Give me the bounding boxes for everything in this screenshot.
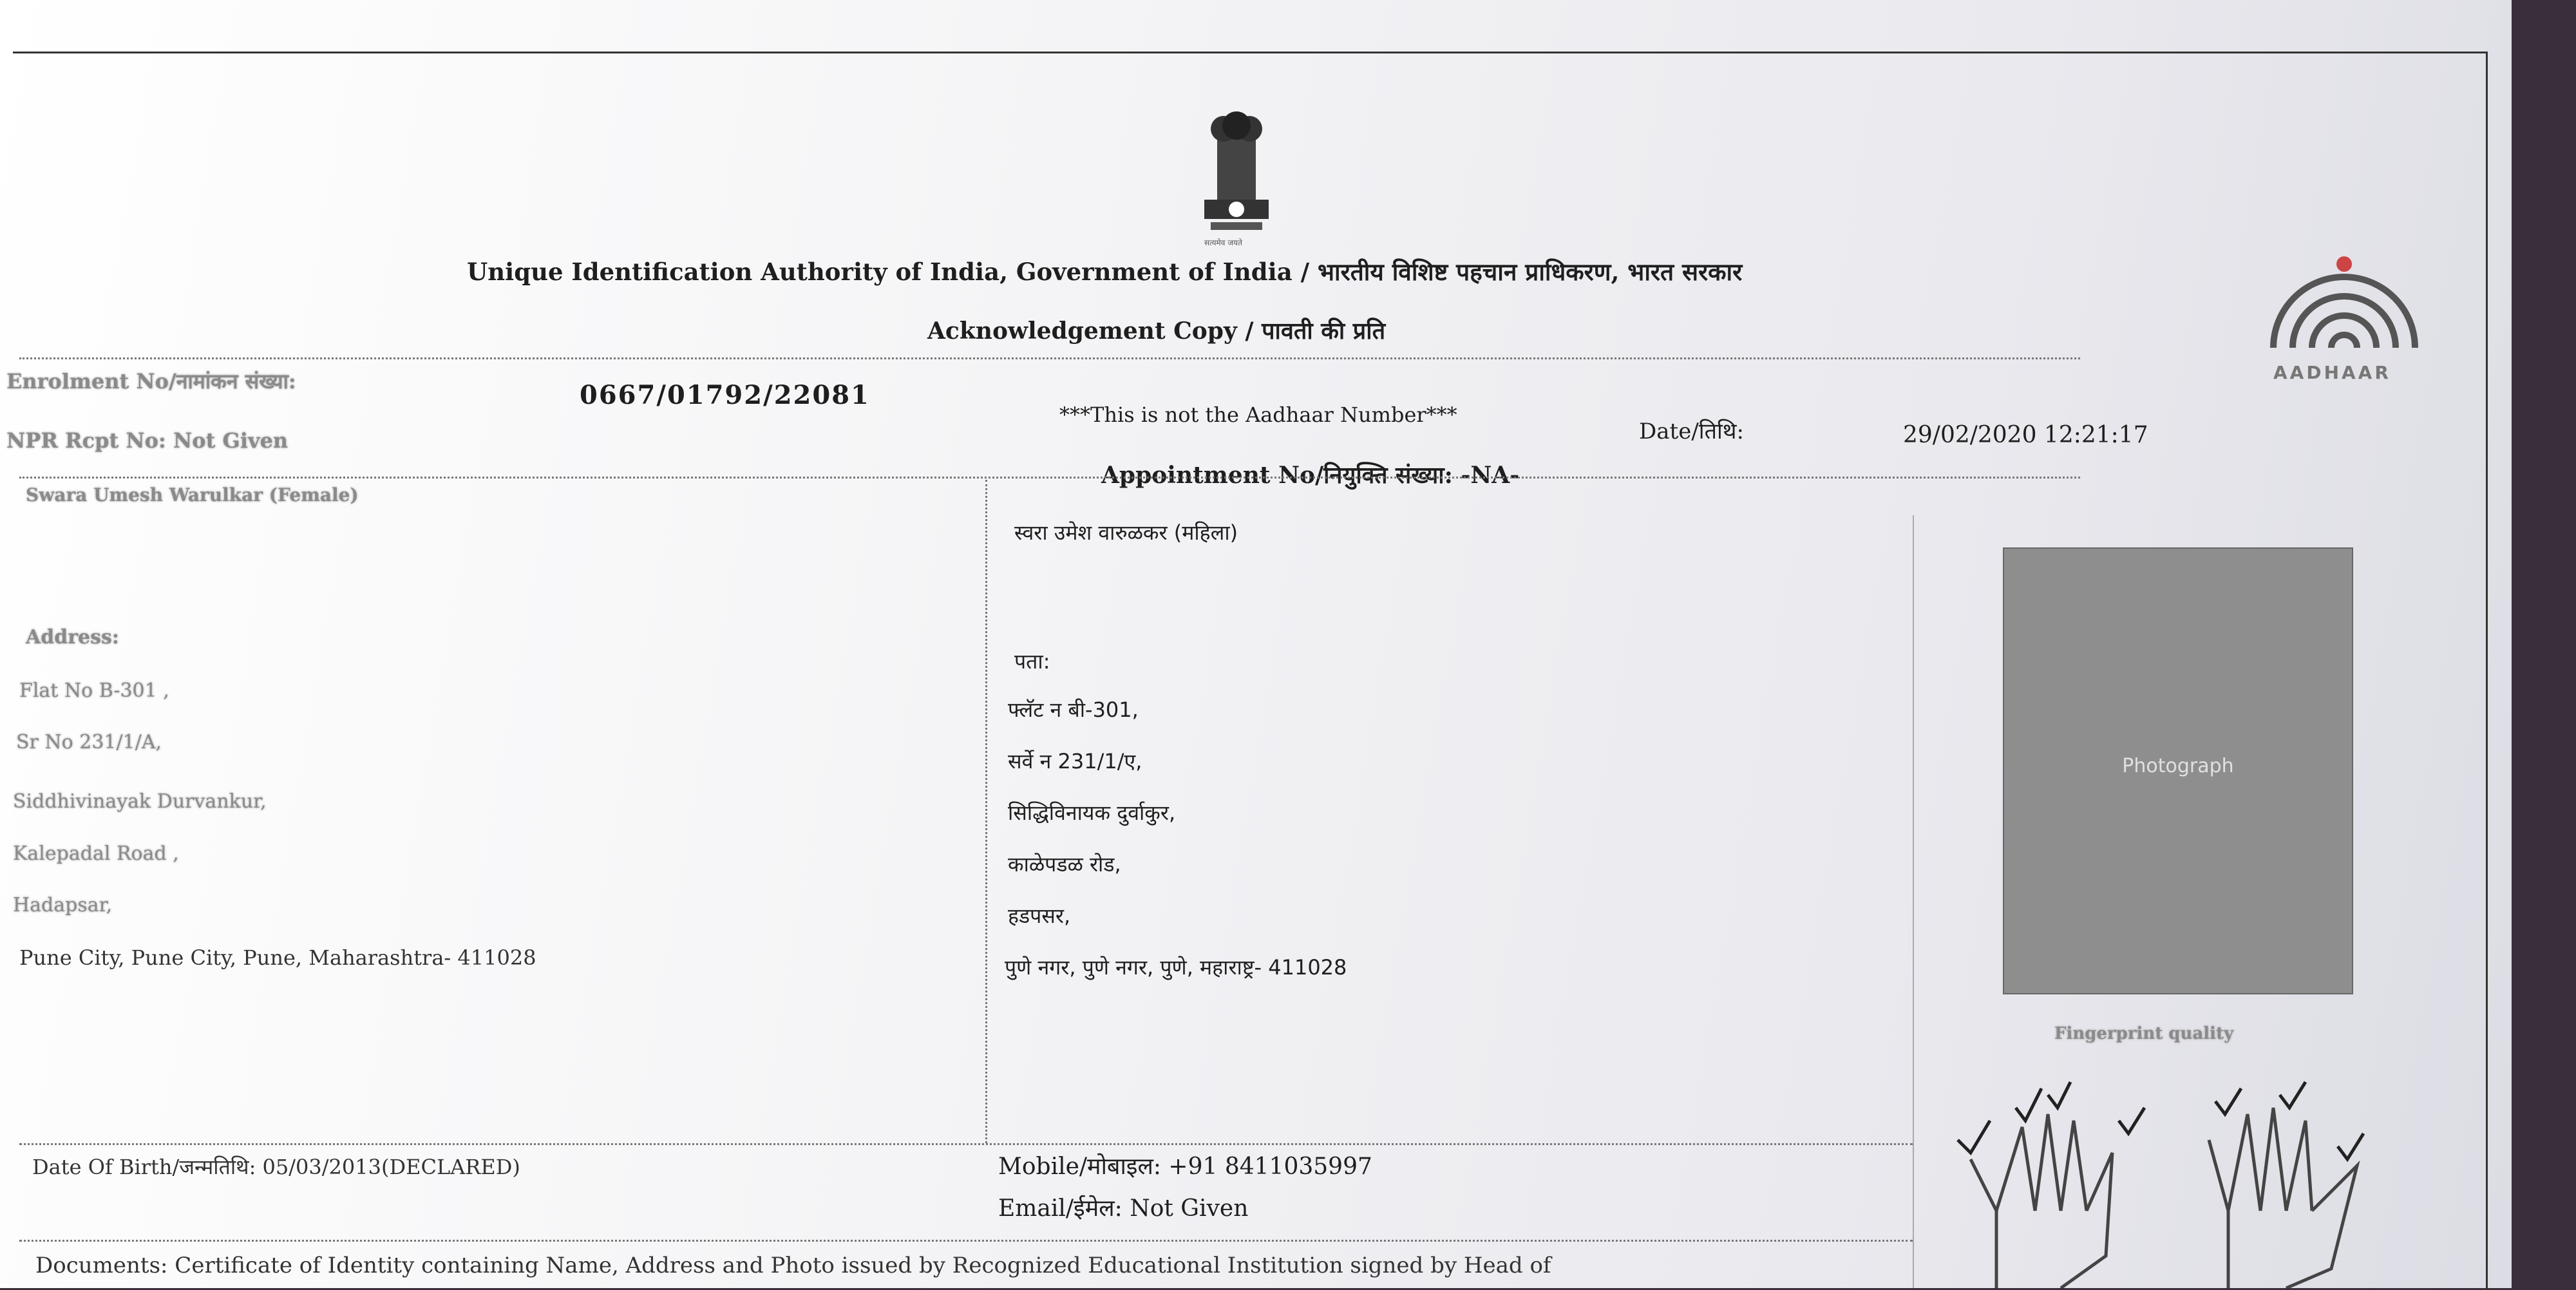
- divider: [19, 477, 2080, 479]
- address-line-hindi: सर्वे न 231/1/ए,: [1008, 749, 1142, 773]
- documents-note: Documents: Certificate of Identity containing Name, Address and Photo issued by Recognized Educational Institution signed by Head of: [35, 1253, 1551, 1278]
- fingerprint-hands-icon: [1945, 1063, 2434, 1288]
- fingerprint-quality-label: Fingerprint quality: [2054, 1024, 2234, 1043]
- email-address: Email/ईमेल: Not Given: [998, 1195, 1249, 1222]
- name-english: Swara Umesh Warulkar (Female): [26, 484, 359, 506]
- address-line-english: Sr No 231/1/A,: [16, 731, 162, 754]
- address-line-english: Flat No B-301 ,: [19, 679, 169, 702]
- aadhaar-logo-text: AADHAAR: [2273, 362, 2391, 383]
- address-line-english: Siddhivinayak Durvankur,: [13, 790, 267, 813]
- mobile-number: Mobile/मोबाइल: +91 8411035997: [998, 1153, 1372, 1180]
- emblem-motto: सत्यमेव जयते: [1204, 238, 1242, 247]
- divider: [19, 1143, 1913, 1145]
- address-line-hindi: हडपसर,: [1008, 904, 1071, 928]
- page-title: Unique Identification Authority of India, Government of India / भारतीय विशिष्ट पहचान प्राधिकरण, भारत सरकार: [467, 258, 1743, 286]
- address-line-english: Hadapsar,: [13, 894, 113, 916]
- address-line-english: Kalepadal Road ,: [13, 842, 179, 865]
- address-label-english: Address:: [26, 626, 119, 649]
- enrolment-number: 0667/01792/22081: [580, 380, 870, 410]
- photo-label: Photograph: [2122, 755, 2234, 777]
- not-aadhaar-note: ***This is not the Aadhaar Number***: [1059, 403, 1457, 427]
- name-hindi: स्वरा उमेश वारुळकर (महिला): [1014, 520, 1238, 545]
- divider: [19, 357, 2080, 359]
- photo-placeholder: [2003, 547, 2353, 994]
- address-line-hindi: सिद्धिविनायक दुर्वाकुर,: [1008, 801, 1176, 825]
- divider: [19, 1240, 1913, 1242]
- state-emblem-icon: [1191, 109, 1282, 251]
- address-line-hindi: काळेपडळ रोड,: [1008, 852, 1121, 877]
- date-of-birth: Date Of Birth/जन्मतिथि: 05/03/2013(DECLARED): [32, 1155, 520, 1179]
- address-line-english: Pune City, Pune City, Pune, Maharashtra- 411028: [19, 945, 536, 970]
- address-label-hindi: पता:: [1014, 649, 1050, 674]
- enrolment-label: Enrolment No/नामांकन संख्या:: [6, 369, 296, 394]
- column-divider: [985, 480, 987, 1143]
- page-subtitle: Acknowledgement Copy / पावती की प्रति: [927, 318, 1386, 345]
- column-divider: [1913, 515, 1914, 1288]
- address-line-hindi: फ्लॅट न बी-301,: [1008, 697, 1139, 722]
- date-value: 29/02/2020 12:21:17: [1903, 422, 2148, 448]
- appointment-number: Appointment No/नियुक्ति संख्या: -NA-: [1101, 462, 1520, 489]
- date-label: Date/तिथि:: [1639, 419, 1744, 444]
- npr-receipt: NPR Rcpt No: Not Given: [6, 428, 289, 453]
- address-line-hindi: पुणे नगर, पुणे नगर, पुणे, महाराष्ट्र- 411028: [1005, 955, 1347, 980]
